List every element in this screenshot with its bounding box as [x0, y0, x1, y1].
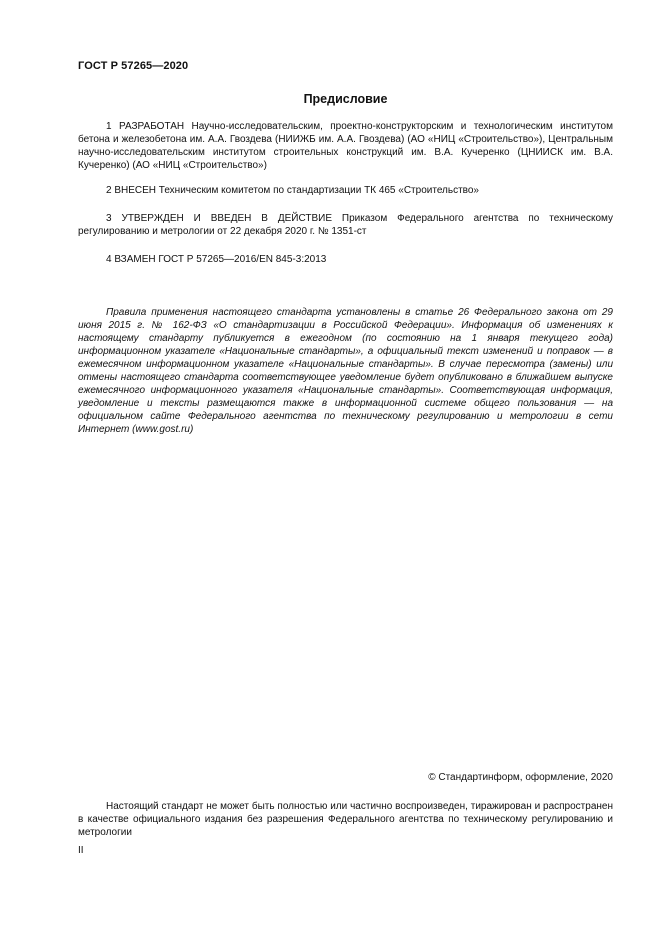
- preface-item-3: 3 УТВЕРЖДЕН И ВВЕДЕН В ДЕЙСТВИЕ Приказом Федерального агентства по техническому регулированию и метрологии от 22 декабря 2020 г. № 1351-ст: [78, 213, 613, 237]
- document-code-header: ГОСТ Р 57265—2020: [78, 60, 189, 72]
- reproduction-notice: Настоящий стандарт не может быть полностью или частично воспроизведен, тиражирован и распространен в качестве официального издания без разрешения Федерального агентства по техническому регулированию и метрологии: [78, 801, 613, 838]
- section-title: Предисловие: [303, 92, 388, 106]
- preface-item-2: 2 ВНЕСЕН Техническим комитетом по стандартизации ТК 465 «Строительство»: [106, 185, 479, 196]
- copyright-line: © Стандартинформ, оформление, 2020: [428, 772, 613, 783]
- rules-of-application-text: Правила применения настоящего стандарта установлены в статье 26 Федерального закона от 29 июня 2015 г. № 162-ФЗ «О стандартизации в Российской Федерации». Информация об изменениях к настоящему стандарту публикуется в ежегодном (по состоянию на 1 января текущего года) информационном указателе «Национальные стандарты», а официальный текст изменений и поправок — в ежемесячном информационном указателе «Национальные стандарты». В случае пересмотра (замены) или отмены настоящего стандарта соответствующее уведомление будет опубликовано в ближайшем выпуске ежемесячного информационного указателя «Национальные стандарты». Соответствующая информация, уведомление и тексты размещаются также в информационной системе общего пользования — на официальном сайте Федерального агентства по техническому регулированию и метрологии в сети Интернет (www.gost.ru): [78, 307, 613, 435]
- preface-item-1: 1 РАЗРАБОТАН Научно-исследовательским, проектно-конструкторским и технологическим институтом бетона и железобетона им. А.А. Гвоздева (НИИЖБ им. А.А. Гвоздева) (АО «НИЦ «Строительство»), Центральным научно-исследовательским институтом строительных конструкций им. В.А. Кучеренко (ЦНИИСК им. В.А. Кучеренко) (АО «НИЦ «Строительство»): [78, 121, 613, 171]
- preface-item-4: 4 ВЗАМЕН ГОСТ Р 57265—2016/EN 845-3:2013: [106, 254, 327, 265]
- page-number: II: [78, 845, 84, 856]
